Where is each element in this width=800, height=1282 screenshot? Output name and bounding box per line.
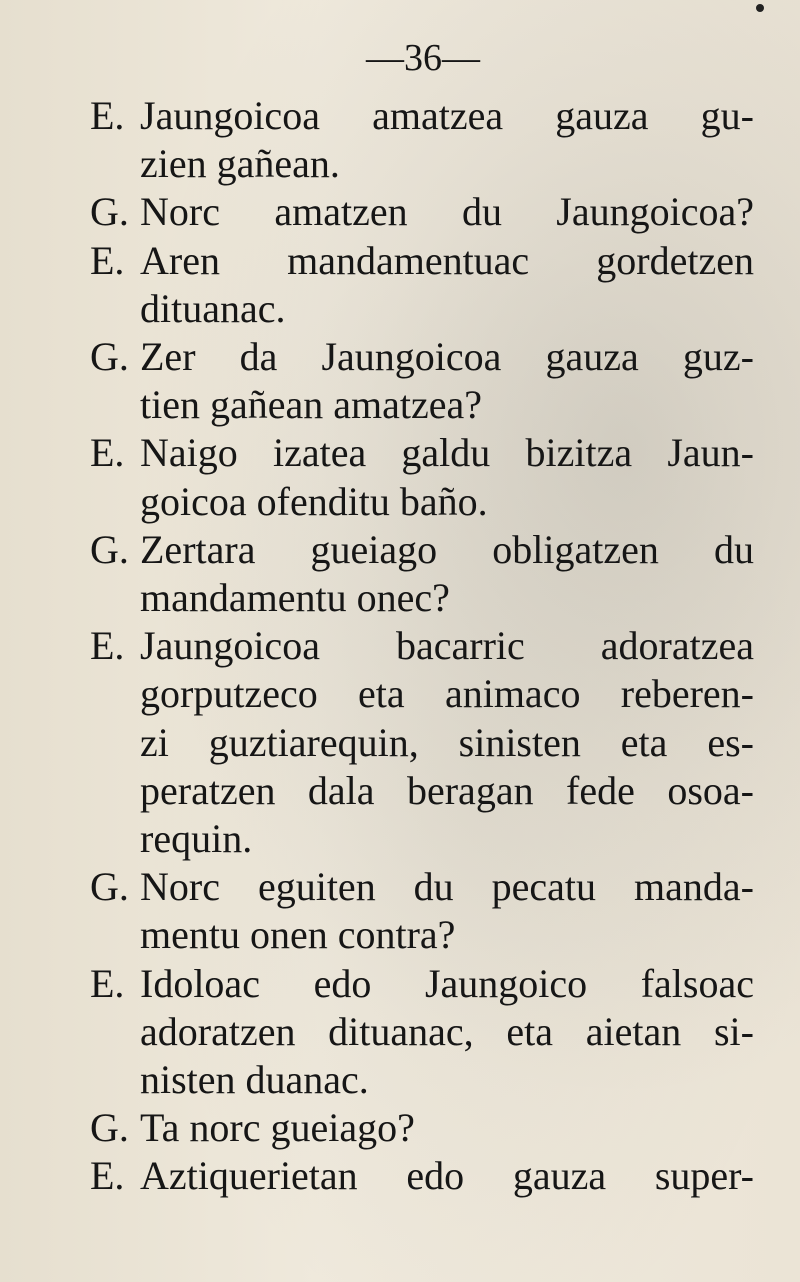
word: gorputzeco	[140, 671, 318, 717]
entry-text	[140, 863, 754, 959]
text-line	[140, 719, 754, 767]
text-line	[140, 863, 754, 911]
word: Jaun-	[667, 430, 754, 476]
word: izatea	[272, 430, 367, 476]
word: galdu	[401, 430, 491, 476]
entry-text	[140, 622, 754, 863]
dialogue-entry	[90, 960, 754, 1105]
word: guztiarequin,	[208, 719, 419, 765]
text-line	[140, 622, 754, 670]
word: requin.	[140, 816, 253, 862]
text-line	[140, 574, 754, 622]
text-line	[140, 526, 754, 574]
word: gordetzen	[596, 237, 754, 283]
text-line	[140, 429, 754, 477]
word: mandamentuac	[287, 237, 530, 283]
entry-text	[140, 333, 754, 429]
entry-text	[140, 960, 754, 1105]
word: aietan	[585, 1008, 682, 1054]
entry-text	[140, 188, 754, 236]
text-line	[140, 285, 754, 333]
word: du	[413, 864, 454, 910]
speaker-label: E.	[90, 960, 125, 1006]
entry-text	[140, 237, 754, 333]
word: pecatu	[491, 864, 597, 910]
word: Jaungoicoa?	[556, 189, 754, 235]
word: Jaungoicoa	[140, 623, 320, 669]
dialogue-entry	[90, 333, 754, 429]
word: gueiago	[310, 526, 438, 572]
speaker-label: E.	[90, 1153, 125, 1199]
word: edo	[406, 1153, 465, 1199]
word: es-	[707, 719, 754, 765]
word: Zer	[140, 334, 196, 380]
word: nisten duanac.	[140, 1057, 369, 1103]
text-line	[140, 188, 754, 236]
word: bizitza	[525, 430, 633, 476]
page-number: —36—	[366, 37, 480, 79]
speaker-label: E.	[90, 93, 125, 138]
text-line	[140, 1104, 754, 1152]
word: gauza	[545, 334, 639, 380]
word: Norc	[140, 189, 220, 235]
word: goicoa ofenditu baño.	[140, 478, 488, 524]
word: Aztiquerietan	[140, 1153, 358, 1199]
dialogue-entry	[90, 1152, 754, 1200]
word: eta	[358, 671, 405, 717]
text-line	[140, 1008, 754, 1056]
word: zi	[140, 719, 169, 765]
word: Naigo	[140, 430, 238, 476]
entry-text	[140, 429, 754, 525]
word: Zertara	[140, 526, 256, 572]
dialogue-entry	[90, 622, 754, 863]
word: guz-	[682, 334, 754, 380]
word: super-	[654, 1153, 754, 1199]
word: tien gañean amatzea?	[140, 382, 482, 428]
word: amatzea	[372, 93, 504, 138]
word: dituanac.	[140, 285, 286, 331]
text-line	[140, 478, 754, 526]
word: manda-	[634, 864, 754, 910]
word: beragan	[406, 767, 534, 813]
word: Jaungoicoa	[321, 334, 502, 380]
speaker-label: E.	[90, 623, 125, 669]
word: peratzen	[140, 767, 276, 813]
text-line	[140, 333, 754, 381]
word: adoratzen	[140, 1008, 296, 1054]
word: animaco	[444, 671, 581, 717]
word: gauza	[555, 93, 649, 138]
catechism-text	[90, 92, 754, 1201]
text-line	[140, 140, 754, 188]
dialogue-entry	[90, 188, 754, 236]
word: dituanac,	[328, 1008, 474, 1054]
text-line	[140, 670, 754, 718]
word: Norc	[140, 864, 220, 910]
text-line	[140, 911, 754, 959]
word: reberen-	[620, 671, 754, 717]
text-line	[140, 767, 754, 815]
entry-text	[140, 526, 754, 622]
speaker-label: E.	[90, 430, 125, 476]
speaker-label: G.	[90, 334, 129, 380]
text-line	[140, 237, 754, 285]
dialogue-entry	[90, 1104, 754, 1152]
dialogue-entry	[90, 92, 754, 188]
word: Jaungoico	[424, 960, 588, 1006]
text-line	[140, 381, 754, 429]
word: gu-	[700, 93, 754, 138]
word: Ta norc gueiago?	[140, 1105, 415, 1151]
word: eta	[506, 1008, 554, 1054]
entry-text	[140, 1152, 754, 1200]
text-line	[140, 1152, 754, 1200]
word: du	[713, 526, 754, 572]
text-line	[140, 1056, 754, 1104]
word: gauza	[512, 1153, 607, 1199]
dialogue-entry	[90, 863, 754, 959]
text-line	[140, 815, 754, 863]
word: fede	[566, 767, 635, 813]
entry-text	[140, 92, 754, 188]
entry-text	[140, 1104, 754, 1152]
word: edo	[313, 960, 372, 1006]
word: Aren	[140, 237, 220, 283]
speaker-label: G.	[90, 1105, 129, 1151]
word: Idoloac	[140, 960, 260, 1006]
word: sinisten	[458, 719, 581, 765]
speaker-label: G.	[90, 526, 129, 572]
word: falsoac	[640, 960, 754, 1006]
dialogue-entry	[90, 429, 754, 525]
word: eguiten	[257, 864, 376, 910]
word: zien gañean.	[140, 141, 340, 187]
word: amatzen	[274, 189, 408, 235]
word: Jaungoicoa	[140, 93, 320, 138]
word: si-	[713, 1008, 754, 1054]
ink-spot	[756, 4, 764, 12]
speaker-label: E.	[90, 237, 125, 283]
word: eta	[620, 719, 668, 765]
text-line	[140, 92, 754, 140]
word: bacarric	[395, 623, 525, 669]
word: du	[461, 189, 502, 235]
word: adoratzea	[600, 623, 754, 669]
dialogue-entry	[90, 526, 754, 622]
word: mentu onen contra?	[140, 912, 456, 958]
word: mandamentu onec?	[140, 575, 450, 621]
speaker-label: G.	[90, 864, 129, 910]
word: obligatzen	[492, 526, 659, 572]
dialogue-entry	[90, 237, 754, 333]
speaker-label: G.	[90, 189, 129, 235]
word: da	[239, 334, 278, 380]
text-line	[140, 960, 754, 1008]
word: osoa-	[667, 767, 754, 813]
word: dala	[307, 767, 375, 813]
